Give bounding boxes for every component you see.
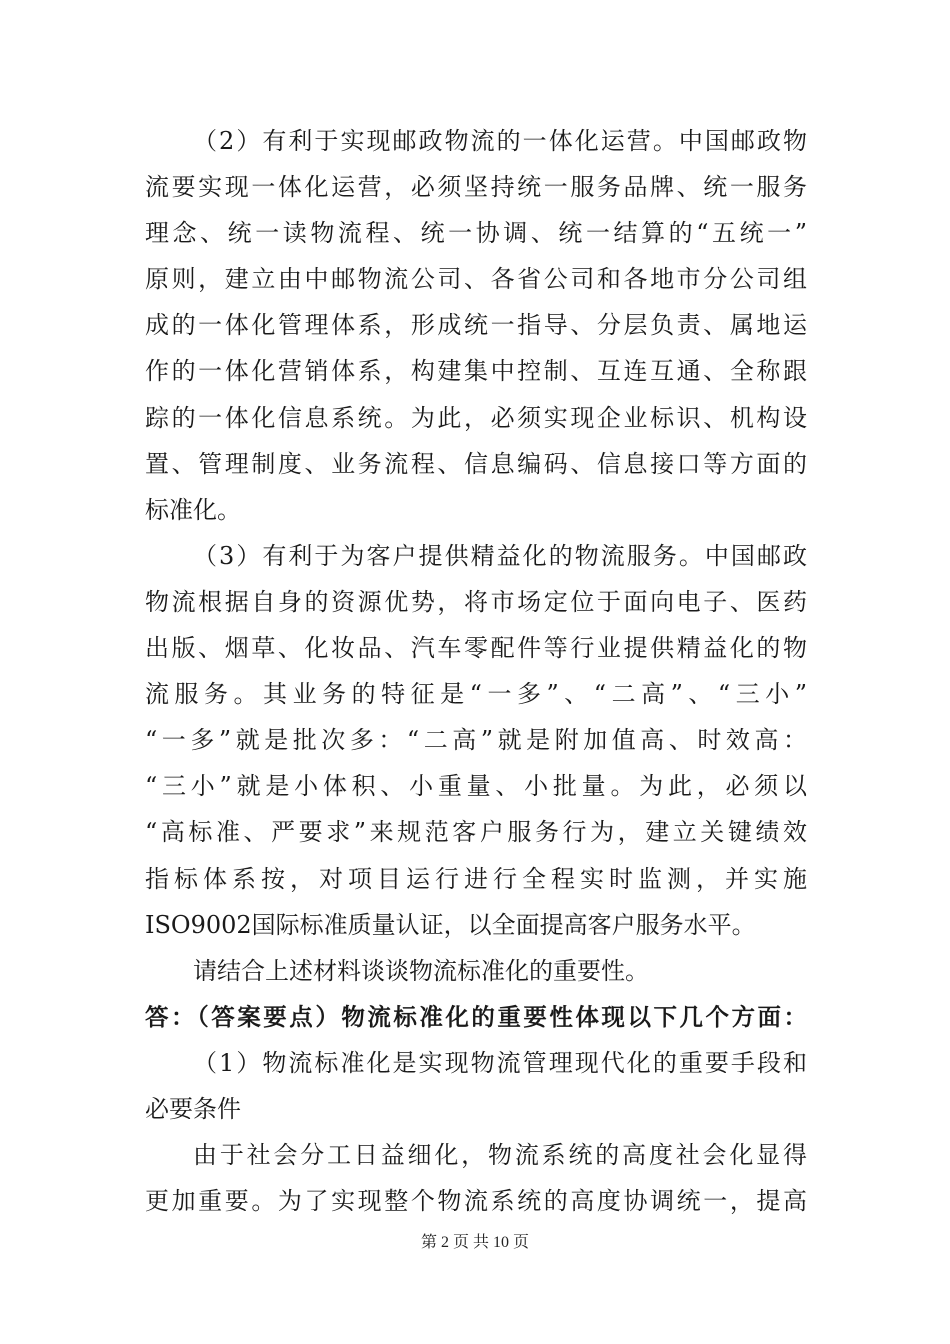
text-line: 踪的一体化信息系统。为此，必须实现企业标识、机构设	[145, 403, 807, 432]
text-line: （2）有利于实现邮政物流的一体化运营。中国邮政物	[193, 127, 807, 155]
text-line: 成的一体化管理体系，形成统一指导、分层负责、属地运	[145, 311, 807, 340]
text-line: （1）物流标准化是实现物流管理现代化的重要手段和	[193, 1048, 807, 1077]
text-line: 指标体系按，对项目运行进行全程实时监测，并实施	[145, 864, 807, 893]
text-line: （3）有利于为客户提供精益化的物流服务。中国邮政	[193, 541, 807, 570]
body-text	[145, 118, 807, 1224]
text-line: “三小”就是小体积、小重量、小批量。为此，必须以	[145, 772, 807, 801]
text-line: 流服务。其业务的特征是“一多”、“二高”、“三小”	[145, 680, 807, 709]
text-line: ISO9002国际标准质量认证，以全面提高客户服务水平。	[145, 910, 756, 939]
text-line: 理念、统一读物流程、统一协调、统一结算的“五统一”	[145, 219, 807, 248]
text-line: 由于社会分工日益细化，物流系统的高度社会化显得	[193, 1141, 807, 1170]
text-line: 作的一体化营销体系，构建集中控制、互连互通、全称跟	[145, 357, 807, 386]
page-footer: 第 2 页 共 10 页	[420, 1234, 529, 1251]
text-line: 原则，建立由中邮物流公司、各省公司和各地市分公司组	[145, 265, 807, 294]
text-line: 标准化。	[145, 495, 241, 524]
text-line: 更加重要。为了实现整个物流系统的高度协调统一，提高	[145, 1187, 807, 1216]
text-line: 置、管理制度、业务流程、信息编码、信息接口等方面的	[145, 449, 807, 478]
answer-heading: 答：（答案要点）物流标准化的重要性体现以下几个方面：	[145, 1002, 807, 1031]
text-line: 流要实现一体化运营，必须坚持统一服务品牌、统一服务	[145, 173, 807, 202]
text-line: “一多”就是批次多：“二高”就是附加值高、时效高：	[145, 726, 807, 755]
text-line: “高标准、严要求”来规范客户服务行为，建立关键绩效	[145, 818, 807, 847]
text-line: 必要条件	[145, 1094, 241, 1123]
text-line: 请结合上述材料谈谈物流标准化的重要性。	[193, 956, 649, 985]
text-line: 出版、烟草、化妆品、汽车零配件等行业提供精益化的物	[145, 634, 807, 663]
text-line: 物流根据自身的资源优势，将市场定位于面向电子、医药	[145, 587, 807, 616]
